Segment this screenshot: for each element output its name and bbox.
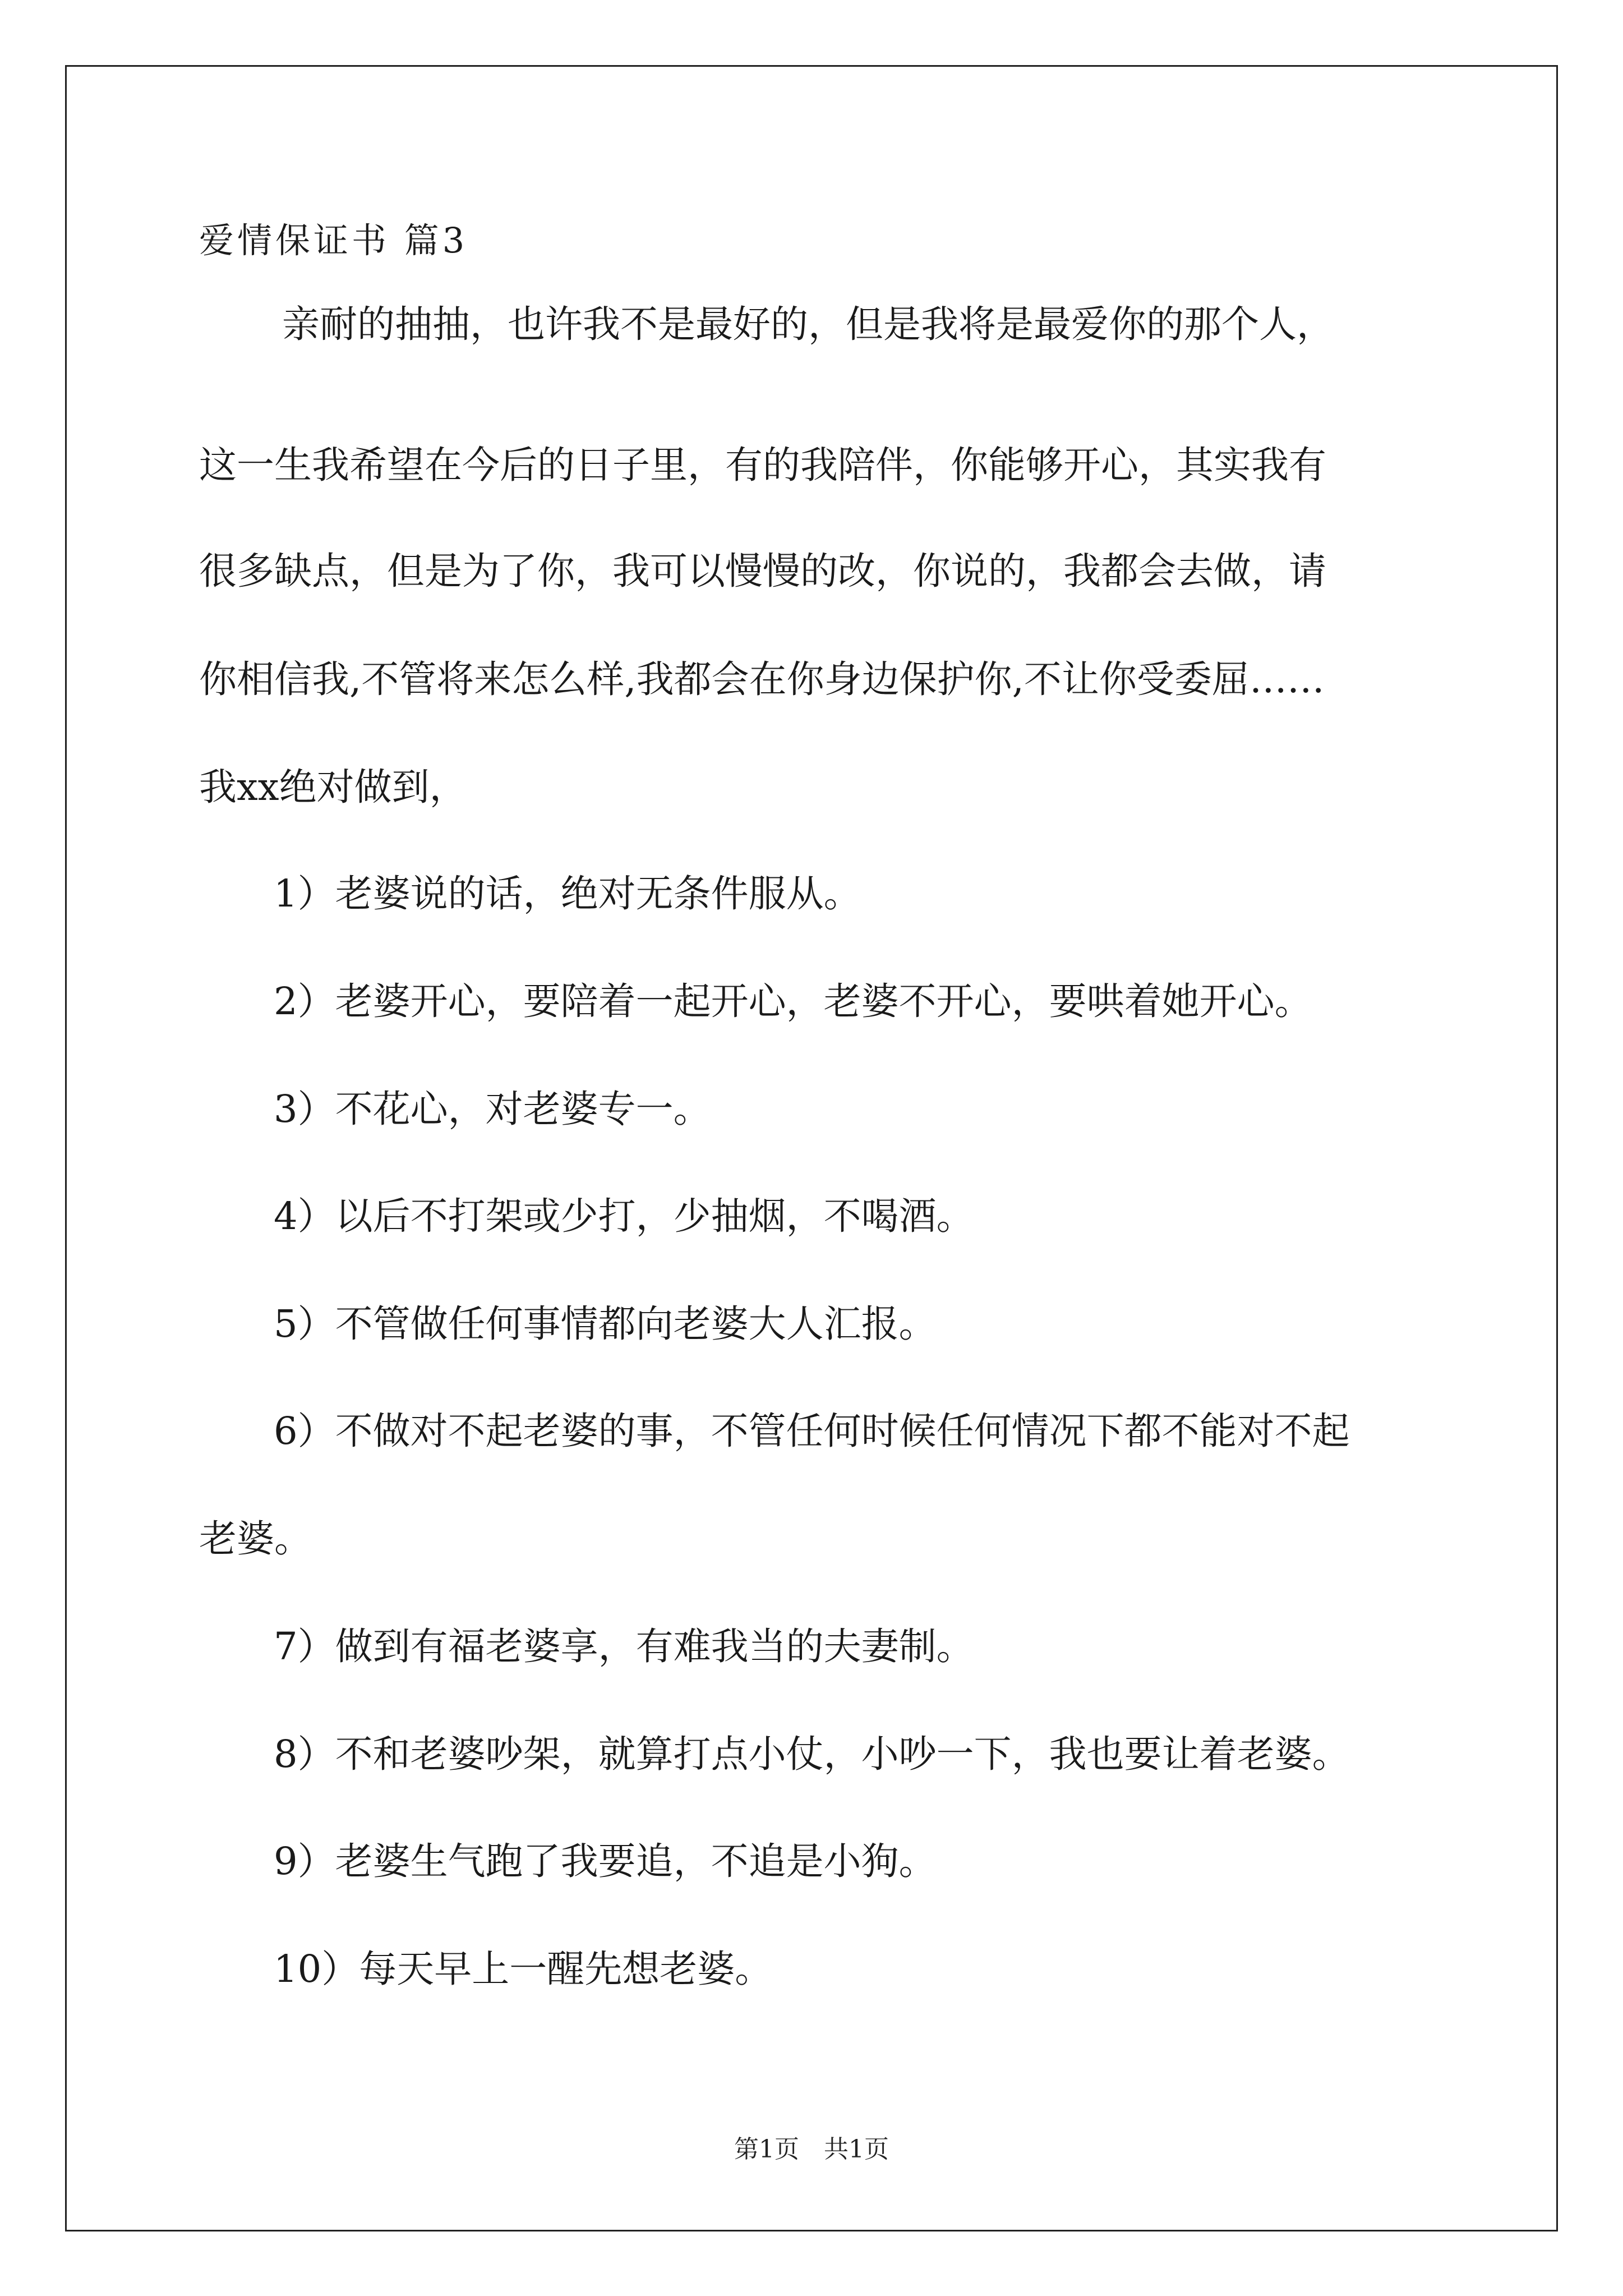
list-item: 8）不和老婆吵架，就算打点小仗，小吵一下，我也要让着老婆。 bbox=[274, 1732, 1350, 1776]
page-border bbox=[65, 65, 1558, 2231]
list-item: 5）不管做任何事情都向老婆大人汇报。 bbox=[274, 1302, 937, 1346]
page-number-current: 第1页 bbox=[734, 2135, 799, 2164]
list-item: 4）以后不打架或少打，少抽烟，不喝酒。 bbox=[274, 1194, 974, 1238]
paragraph-line: 亲耐的抽抽，也许我不是最好的，但是我将是最爱你的那个人， bbox=[282, 302, 1334, 346]
list-item: 10）每天早上一醒先想老婆。 bbox=[274, 1947, 773, 1991]
page-footer bbox=[0, 2137, 1623, 2162]
list-item: 9）老婆生气跑了我要追，不追是小狗。 bbox=[274, 1839, 937, 1883]
list-item: 7）做到有福老婆享，有难我当的夫妻制。 bbox=[274, 1625, 974, 1668]
list-item: 1）老婆说的话，绝对无条件服从。 bbox=[274, 872, 861, 915]
paragraph-line: 我xx绝对做到， bbox=[199, 765, 467, 809]
list-item: 2）老婆开心，要陪着一起开心，老婆不开心，要哄着她开心。 bbox=[274, 979, 1312, 1023]
list-item-continuation: 老婆。 bbox=[199, 1517, 312, 1561]
paragraph-line: 你相信我,不管将来怎么样,我都会在你身边保护你,不让你受委屈…… bbox=[199, 657, 1325, 701]
page-number-total: 共1页 bbox=[824, 2135, 889, 2164]
list-item: 6）不做对不起老婆的事，不管任何时候任何情况下都不能对不起 bbox=[274, 1409, 1350, 1453]
list-item: 3）不花心，对老婆专一。 bbox=[274, 1087, 711, 1131]
paragraph-line: 很多缺点，但是为了你，我可以慢慢的改，你说的，我都会去做，请 bbox=[199, 549, 1326, 593]
document-title: 爱情保证书 篇3 bbox=[199, 220, 468, 261]
paragraph-line: 这一生我希望在今后的日子里，有的我陪伴，你能够开心，其实我有 bbox=[199, 443, 1326, 487]
